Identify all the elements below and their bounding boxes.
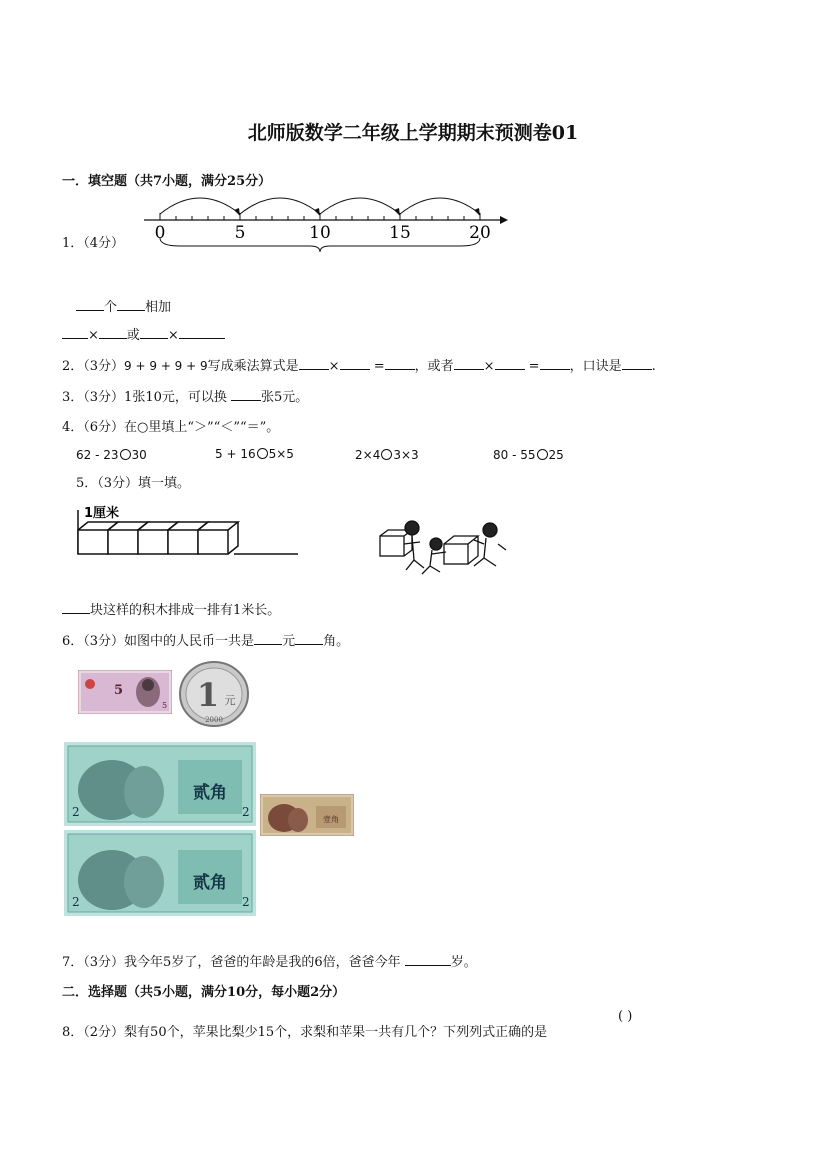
- q1-line1: 个 相加: [76, 296, 171, 315]
- tick-label-10: 10: [309, 223, 331, 243]
- jump-arrowhead: [234, 208, 240, 216]
- answer-blank[interactable]: [622, 357, 652, 370]
- answer-blank[interactable]: [62, 601, 90, 614]
- svg-text:2: 2: [242, 895, 250, 909]
- block-top: [198, 522, 238, 530]
- answer-blank[interactable]: [454, 357, 484, 370]
- block: [138, 530, 168, 554]
- compare-item: 5 + 16 5×5: [215, 447, 294, 461]
- answer-blank[interactable]: [179, 326, 225, 339]
- jump-arrowhead: [394, 208, 400, 216]
- page-title: 北师版数学二年级上学期期末预测卷01: [247, 122, 579, 144]
- jump-arc: [240, 198, 320, 214]
- jump-arrowhead: [474, 208, 480, 216]
- compare-item: 2×4 3×3: [355, 448, 419, 462]
- q8: 8．（2分）梨有50个，苹果比梨少15个，求梨和苹果一共有几个？下列列式正确的是: [62, 1025, 548, 1040]
- number-line-arrow: [500, 216, 508, 224]
- svg-text:壹角: 壹角: [323, 815, 339, 824]
- answer-blank[interactable]: [295, 632, 323, 645]
- carrying-figure: [374, 514, 524, 580]
- answer-blank[interactable]: [405, 953, 451, 966]
- compare-circle[interactable]: [257, 448, 268, 459]
- number-line-ticks: [160, 213, 480, 220]
- tick-label-0: 0: [154, 223, 166, 243]
- block: [198, 530, 228, 554]
- jump-arc: [320, 198, 400, 214]
- svg-text:元: 元: [224, 694, 236, 707]
- compare-circle[interactable]: [537, 449, 548, 460]
- answer-blank[interactable]: [62, 326, 88, 339]
- box-icon: [444, 544, 468, 564]
- svg-text:贰角: 贰角: [193, 783, 227, 803]
- q1-label: 1．（4分）: [62, 236, 125, 251]
- section-1-heading: 一．填空题（共7小题，满分25分）: [62, 174, 272, 189]
- emblem-icon: [85, 679, 95, 689]
- svg-text:5: 5: [114, 683, 124, 698]
- q5-answer: 块这样的积木排成一排有1米长。: [62, 599, 280, 618]
- block-row: [78, 522, 238, 554]
- q3: 3．（3分）1张10元，可以换 张5元。: [62, 390, 309, 405]
- q7: 7．（3分）我今年5岁了，爸爸的年龄是我的6倍，爸爸今年 岁。: [62, 955, 477, 970]
- block: [108, 530, 138, 554]
- answer-blank[interactable]: [340, 357, 370, 370]
- answer-blank[interactable]: [140, 326, 168, 339]
- svg-text:2: 2: [72, 895, 80, 909]
- one-yuan-coin: [178, 660, 250, 728]
- section-2-heading: 二．选择题（共5小题，满分10分，每小题2分）: [62, 985, 346, 1000]
- jump-arc: [160, 198, 240, 214]
- tick-label-5: 5: [234, 223, 246, 243]
- jump-arrowhead: [314, 208, 320, 216]
- compare-circle[interactable]: [120, 449, 131, 460]
- block: [78, 530, 108, 554]
- compare-circle[interactable]: [381, 449, 392, 460]
- answer-blank[interactable]: [299, 357, 329, 370]
- jump-arc: [400, 198, 480, 214]
- one-jiao-note: [260, 794, 354, 836]
- svg-text:贰角: 贰角: [193, 873, 227, 893]
- character-icon: [483, 523, 497, 537]
- svg-text:1: 1: [196, 676, 220, 714]
- answer-blank[interactable]: [495, 357, 525, 370]
- two-jiao-note: [64, 742, 256, 826]
- q6: 6．（3分）如图中的人民币一共是 元 角。: [62, 634, 350, 649]
- svg-text:2000: 2000: [205, 716, 223, 724]
- tick-label-15: 15: [389, 223, 411, 243]
- tick-label-20: 20: [469, 223, 491, 243]
- answer-blank[interactable]: [231, 388, 261, 401]
- q5: 5．（3分）填一填。: [76, 476, 191, 491]
- answer-blank[interactable]: [76, 298, 104, 311]
- q2: 2．（3分）9 + 9 + 9 + 9写成乘法算式是 × = ，或者 × = ，口诀是 .: [62, 359, 656, 374]
- svg-text:2: 2: [72, 805, 80, 819]
- answer-blank[interactable]: [540, 357, 570, 370]
- five-yuan-note: [78, 670, 172, 714]
- svg-text:5: 5: [162, 701, 168, 710]
- svg-text:2: 2: [242, 805, 250, 819]
- answer-blank[interactable]: [99, 326, 127, 339]
- compare-item: 62 - 23 30: [76, 448, 147, 462]
- two-jiao-note: [64, 830, 256, 916]
- answer-blank[interactable]: [254, 632, 282, 645]
- answer-blank[interactable]: [385, 357, 415, 370]
- compare-item: 80 - 55 25: [493, 448, 564, 462]
- q1-line2: × 或 ×: [62, 324, 225, 343]
- answer-blank[interactable]: [117, 298, 145, 311]
- block-label: 1厘米: [84, 506, 120, 521]
- block: [168, 530, 198, 554]
- q4: 4．（6分）在○里填上“＞”“＜”“＝”。: [62, 420, 280, 435]
- character-icon: [430, 538, 442, 550]
- number-line-figure: [140, 186, 515, 258]
- q8-answer-parentheses[interactable]: ( ): [618, 1009, 633, 1024]
- box-icon: [380, 536, 404, 556]
- character-icon: [405, 521, 419, 535]
- blocks-figure: [74, 500, 304, 562]
